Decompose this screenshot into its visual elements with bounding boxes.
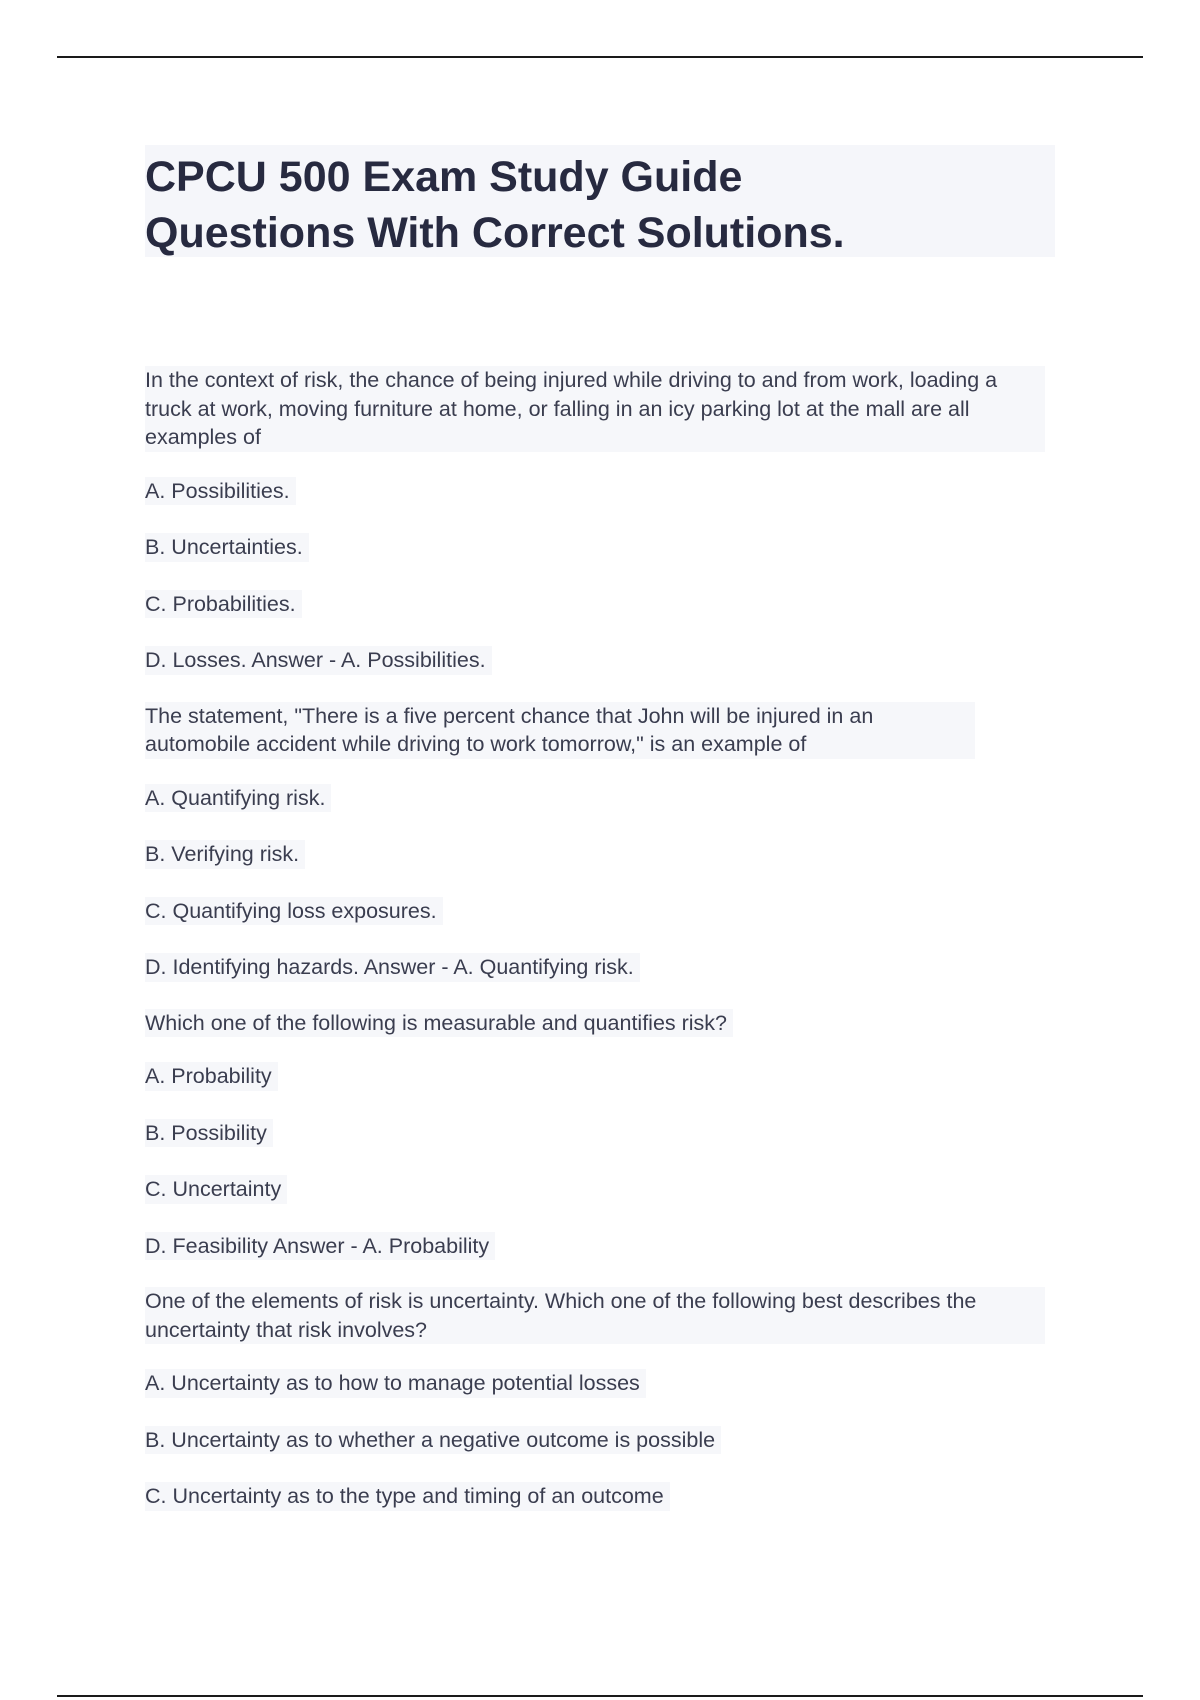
option-1a [145, 477, 1065, 506]
option-text: B. Uncertainties. [145, 533, 309, 562]
option-4b [145, 1426, 1065, 1455]
option-text: A. Uncertainty as to how to manage potential losses [145, 1369, 646, 1398]
option-2d-answer [145, 953, 1065, 982]
question-2 [145, 702, 975, 759]
option-2b [145, 840, 1065, 869]
question-prompt: The statement, "There is a five percent chance that John will be injured in an automobile accident while driving to work tomorrow," is an example of [145, 702, 975, 759]
question-prompt: One of the elements of risk is uncertainty. Which one of the following best describes the uncertainty that risk involves? [145, 1287, 1045, 1344]
question-4 [145, 1287, 1045, 1344]
option-text: A. Quantifying risk. [145, 784, 331, 813]
title-box [145, 145, 1055, 257]
option-text: C. Uncertainty [145, 1175, 287, 1204]
top-rule [57, 56, 1143, 58]
title-line-1: CPCU 500 Exam Study Guide [145, 153, 743, 201]
option-3c [145, 1175, 1065, 1204]
question-prompt: In the context of risk, the chance of being injured while driving to and from work, loading a truck at work, moving furniture at home, or falling in an icy parking lot at the mall are all examples of [145, 366, 1045, 452]
option-3b [145, 1119, 1065, 1148]
option-3a [145, 1062, 1065, 1091]
option-text: A. Probability [145, 1062, 278, 1091]
option-text: B. Uncertainty as to whether a negative outcome is possible [145, 1426, 721, 1455]
option-text: C. Quantifying loss exposures. [145, 897, 443, 926]
option-1b [145, 533, 1065, 562]
question-list [145, 366, 1065, 1539]
option-text: D. Identifying hazards. Answer - A. Quantifying risk. [145, 953, 640, 982]
option-1c [145, 590, 1065, 619]
question-1 [145, 366, 1045, 452]
option-4a [145, 1369, 1065, 1398]
question-prompt: Which one of the following is measurable and quantifies risk? [145, 1009, 733, 1038]
option-text: C. Probabilities. [145, 590, 302, 619]
bottom-rule [57, 1695, 1143, 1697]
document-title [145, 145, 1055, 261]
option-text: D. Feasibility Answer - A. Probability [145, 1232, 495, 1261]
option-1d-answer [145, 646, 1065, 675]
option-text: C. Uncertainty as to the type and timing of an outcome [145, 1482, 670, 1511]
question-3 [145, 1009, 1065, 1038]
option-text: B. Possibility [145, 1119, 273, 1148]
option-text: A. Possibilities. [145, 477, 296, 506]
option-text: B. Verifying risk. [145, 840, 305, 869]
option-text: D. Losses. Answer - A. Possibilities. [145, 646, 492, 675]
option-3d-answer [145, 1232, 1065, 1261]
option-4c [145, 1482, 1065, 1511]
option-2a [145, 784, 1065, 813]
option-2c [145, 897, 1065, 926]
title-line-2: Questions With Correct Solutions. [145, 209, 845, 257]
